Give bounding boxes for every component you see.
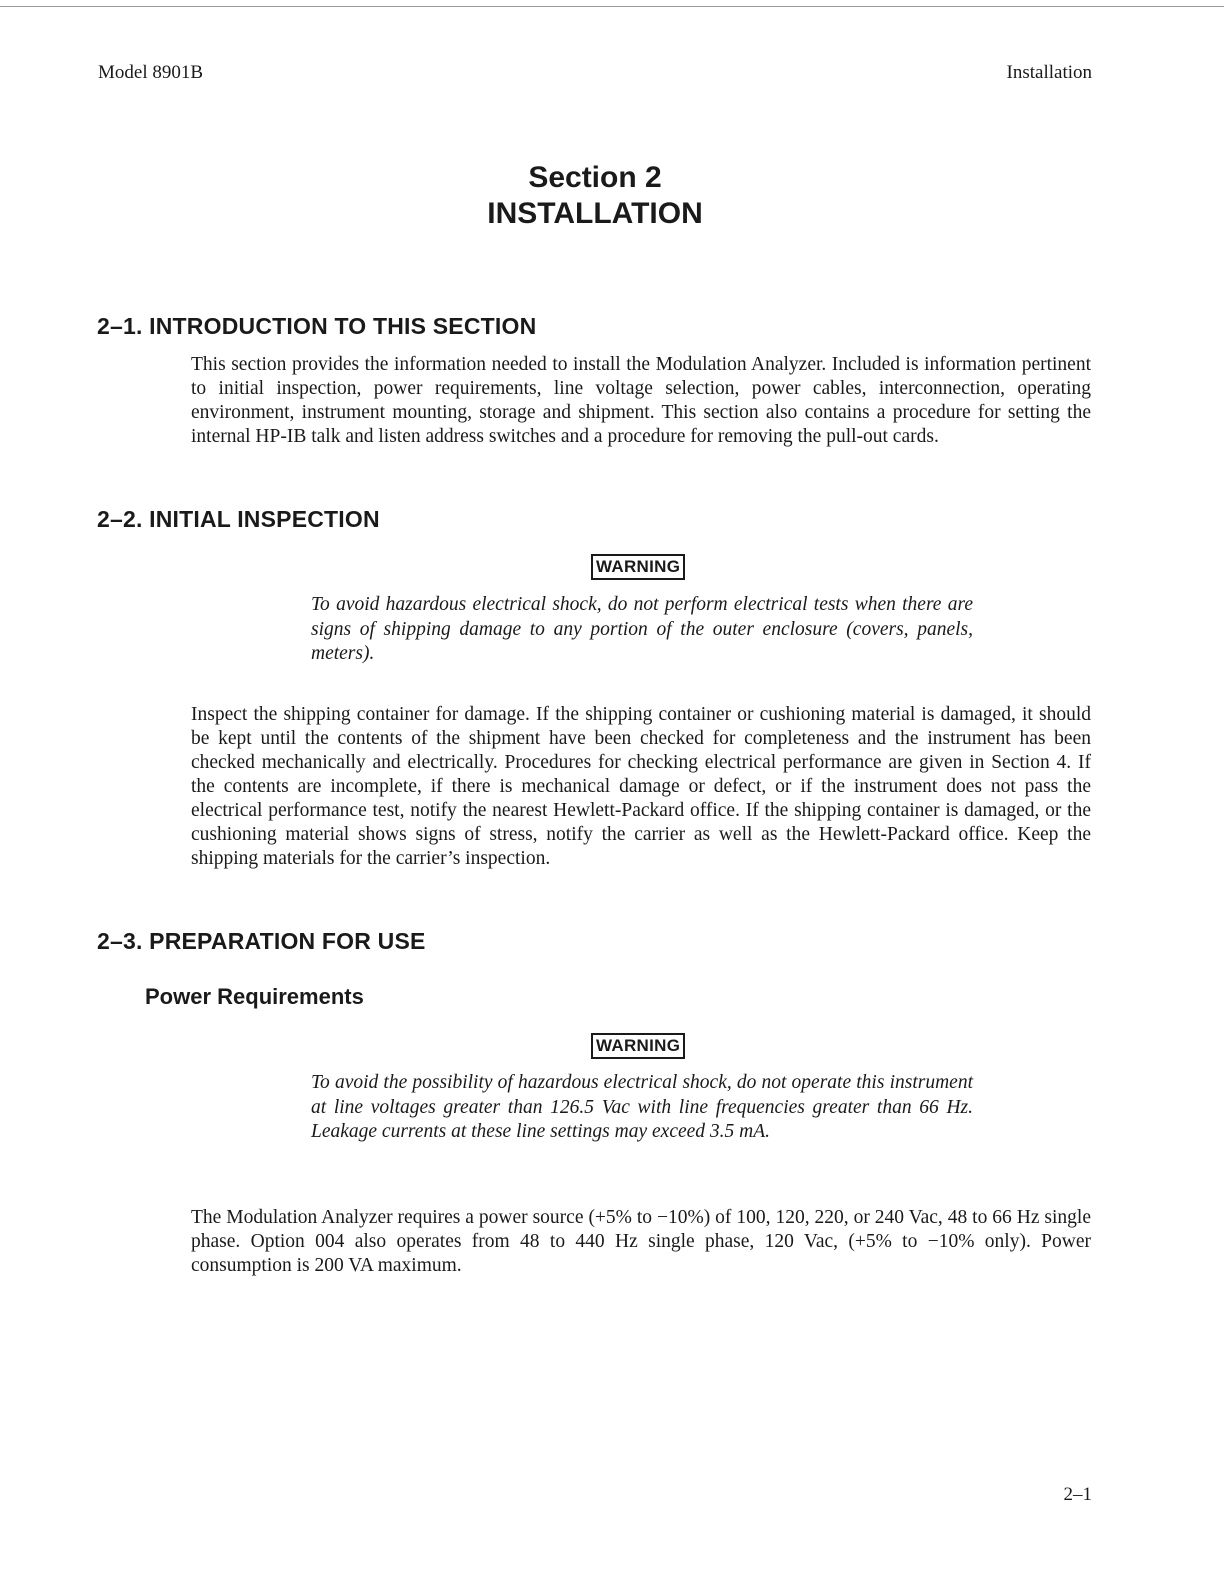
top-rule xyxy=(0,6,1224,7)
page-number: 2–1 xyxy=(1063,1484,1092,1505)
heading-introduction: 2–1. INTRODUCTION TO THIS SECTION xyxy=(97,313,537,339)
warning-label-inspection: WARNING xyxy=(591,554,685,580)
power-paragraph: The Modulation Analyzer requires a power source (+5% to −10%) of 100, 120, 220, or 240 Vac, 48 to 66 Hz single phase. Option 004 also operates from 48 to 440 Hz single phase, 120 Vac, (+5% to −10% only). Power consumption is 200 VA maximum. xyxy=(191,1207,1091,1276)
running-header-model: Model 8901B xyxy=(98,62,204,83)
inspection-paragraph: Inspect the shipping container for damage. If the shipping container or cushioning material is damaged, it should be kept until the contents of the shipment have been checked for completeness and the instrument has been checked mechanically and electrically. Procedures for checking electrical performance are given in Section 4. If the contents are incomplete, if there is mechanical damage or defect, or if the instrument does not pass the electrical performance test, notify the nearest Hewlett-Packard office. If the shipping container is damaged, or the cushioning material shows signs of stress, notify the carrier as well as the Hewlett-Packard office. Keep the shipping materials for the carrier’s inspection. xyxy=(191,704,1091,869)
section-number: Section 2 xyxy=(528,161,662,194)
running-header-chapter: Installation xyxy=(1006,62,1092,83)
section-name: INSTALLATION xyxy=(487,197,703,230)
section-title xyxy=(0,160,1190,232)
warning-text-power: To avoid the possibility of hazardous electrical shock, do not operate this instrument at line voltages greater than 126.5 Vac with line frequencies greater than 66 Hz. Leakage currents at these line settings may exceed 3.5 mA. xyxy=(311,1072,973,1142)
heading-preparation-for-use: 2–3. PREPARATION FOR USE xyxy=(97,928,426,954)
heading-initial-inspection: 2–2. INITIAL INSPECTION xyxy=(97,506,380,532)
warning-text-inspection: To avoid hazardous electrical shock, do not perform electrical tests when there are signs of shipping damage to any portion of the outer enclosure (covers, panels, meters). xyxy=(311,594,973,664)
intro-paragraph: This section provides the information needed to install the Modulation Analyzer. Included is information pertinent to initial inspection, power requirements, line voltage selection, power cables, interconnection, operating environment, instrument mounting, storage and shipment. This section also contains a procedure for setting the internal HP-IB talk and listen address switches and a procedure for removing the pull-out cards. xyxy=(191,354,1091,447)
subheading-power-requirements: Power Requirements xyxy=(145,984,364,1009)
warning-label-power: WARNING xyxy=(591,1033,685,1059)
